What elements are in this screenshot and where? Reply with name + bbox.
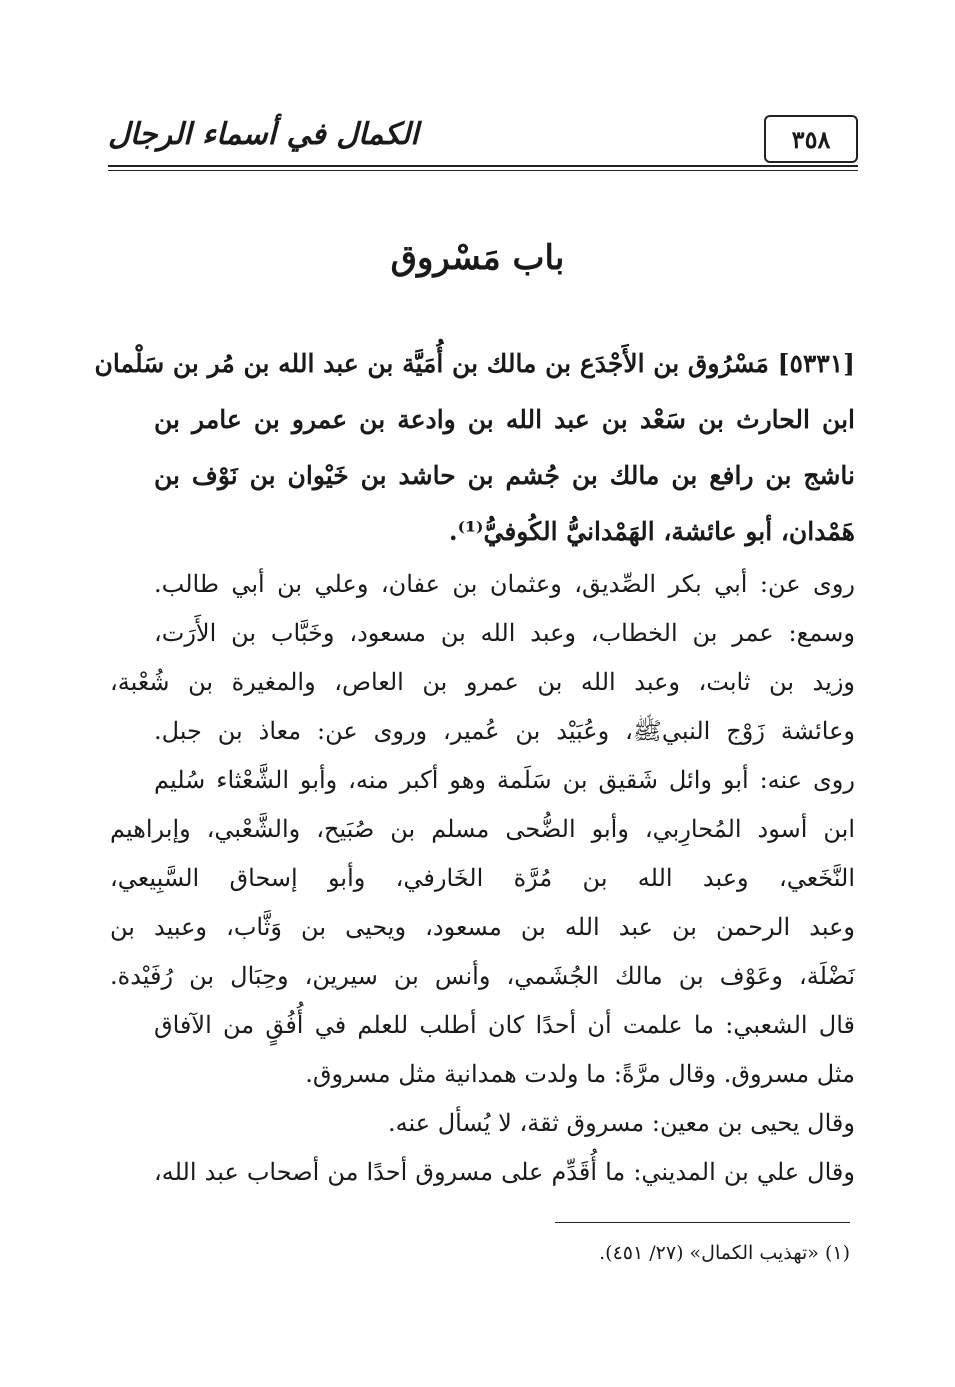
- header-rule: [108, 165, 858, 167]
- text-line: وزيد بن ثابت، وعبد الله بن عمرو بن العاص، والمغيرة بن شُعْبة،: [110, 668, 856, 696]
- text-line: روى عنه: أبو وائل شَقيق بن سَلَمة وهو أكبر منه، وأبو الشَّعْثاء سُليم: [154, 766, 855, 794]
- entry-line: [٥٣٣١] مَسْرُوق بن الأَجْدَع بن مالك بن أُمَيَّة بن عبد الله بن مُر بن سَلْمان: [94, 349, 855, 378]
- text-line: وعائشة زَوْج النبيﷺ، وعُبَيْد بن عُمير، وروى عن: معاذ بن جبل.: [154, 717, 855, 745]
- footnote-rule: [555, 1222, 850, 1223]
- entry-body: [94, 336, 856, 1197]
- text-line: مثل مسروق. وقال مرَّةً: ما ولدت همدانية مثل مسروق.: [305, 1060, 855, 1088]
- text-line: نَضْلَة، وعَوْف بن مالك الجُشَمي، وأنس بن سيرين، وحِبَال بن رُفَيْدة.: [110, 962, 855, 990]
- page-header: [108, 113, 858, 169]
- text-line: وقال يحيى بن معين: مسروق ثقة، لا يُسأل عنه.: [388, 1109, 855, 1137]
- text-line: روى عن: أبي بكر الصِّديق، وعثمان بن عفان، وعلي بن أبي طالب.: [154, 570, 855, 598]
- text-line: قال الشعبي: ما علمت أن أحدًا كان أطلب للعلم في أُفُقٍ من الآفاق: [154, 1011, 855, 1039]
- chapter-title: باب مَسْروق: [390, 238, 565, 278]
- text-line: النَّخَعي، وعبد الله بن مُرَّة الخَارفي، وأبو إسحاق السَّبِيعي،: [110, 864, 855, 892]
- text-line: وسمع: عمر بن الخطاب، وعبد الله بن مسعود، وخَبَّاب بن الأَرَت،: [154, 619, 855, 647]
- entry-line: ابن الحارث بن سَعْد بن عبد الله بن وادعة بن عمرو بن عامر بن: [154, 405, 855, 434]
- text-line: وعبد الرحمن بن عبد الله بن مسعود، ويحيى بن وَثَّاب، وعبيد بن: [110, 913, 855, 941]
- page-number: ٣٥٨: [764, 115, 858, 163]
- book-title: الكمال في أسماء الرجال: [108, 117, 419, 152]
- text-line: وقال علي بن المديني: ما أُقَدِّم على مسروق أحدًا من أصحاب عبد الله،: [154, 1158, 855, 1186]
- entry-line: هَمْدان، أبو عائشة، الهَمْدانيُّ الكُوفيُّ⁽¹⁾.: [448, 517, 855, 546]
- header-rule-thin: [108, 170, 858, 171]
- entry-line: ناشج بن رافع بن مالك بن جُشم بن حاشد بن خَيْوان بن نَوْف بن: [154, 461, 855, 490]
- footnote: (١) «تهذيب الكمال» (٢٧/ ٤٥١).: [599, 1242, 850, 1264]
- text-line: ابن أسود المُحارِبي، وأبو الضُّحى مسلم بن صُبَيح، والشَّعْبي، وإبراهيم: [110, 815, 855, 843]
